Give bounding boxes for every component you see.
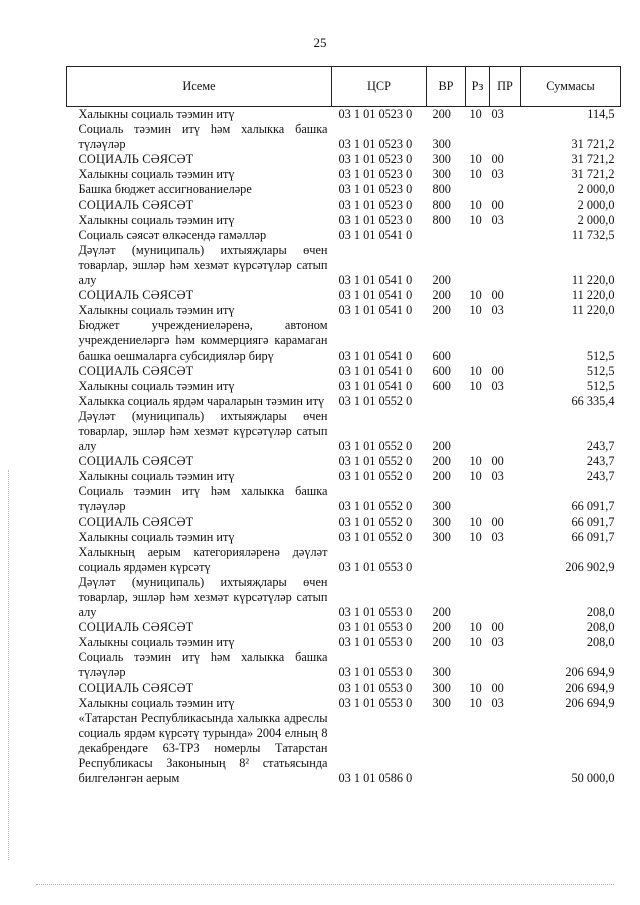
- cell-pr: [490, 228, 521, 243]
- scan-edge-mark: [8, 470, 9, 860]
- cell-sum: 2 000,0: [577, 182, 615, 197]
- header-vr: ВР: [427, 67, 466, 107]
- table-row: [67, 228, 621, 243]
- cell-vr: 200: [432, 620, 451, 635]
- cell-rz: 10: [469, 378, 482, 393]
- cell-pr: 03: [491, 212, 504, 227]
- table-row: [67, 379, 621, 394]
- cell-name: Социаль сәясәт өлкәсендә гамәлләр: [78, 227, 267, 242]
- cell-rz: [466, 711, 490, 786]
- cell-pr: 00: [491, 197, 504, 212]
- table-row: [67, 152, 621, 167]
- cell-rz: [466, 182, 490, 197]
- cell-rz: [466, 318, 490, 363]
- cell-csr: 03 1 01 0552 0: [338, 393, 413, 408]
- cell-pr: [490, 318, 521, 363]
- scan-dotted-line: [36, 884, 614, 885]
- table-row: [67, 213, 621, 228]
- cell-vr: 200: [432, 288, 451, 303]
- cell-rz: 10: [469, 469, 482, 484]
- cell-pr: 03: [491, 378, 504, 393]
- table-row: [67, 711, 621, 786]
- cell-csr: 03 1 01 0553 0: [338, 620, 413, 635]
- cell-rz: 10: [469, 620, 482, 635]
- cell-name: Халыкны социаль тәэмин итү: [78, 167, 235, 182]
- cell-csr: 03 1 01 0553 0: [338, 665, 413, 680]
- table-row: [67, 364, 621, 379]
- table-row: [67, 303, 621, 318]
- cell-name: Бюджет учреждениеләренә, автоном учреждениеләргә һәм коммерциягә карамаган башка оешмаларга субсидияләр бирү: [78, 318, 328, 363]
- cell-rz: 10: [469, 529, 482, 544]
- cell-pr: [490, 182, 521, 197]
- cell-rz: 10: [469, 212, 482, 227]
- cell-rz: 10: [469, 635, 482, 650]
- cell-vr: 200: [432, 439, 451, 454]
- cell-csr: 03 1 01 0541 0: [338, 288, 413, 303]
- cell-csr: 03 1 01 0523 0: [338, 137, 413, 152]
- cell-vr: 200: [432, 273, 451, 288]
- cell-sum: 31 721,2: [571, 167, 615, 182]
- cell-csr: 03 1 01 0523 0: [338, 152, 413, 167]
- cell-name: Башка бюджет ассигнованиеләре: [78, 182, 252, 197]
- cell-vr: 300: [432, 514, 451, 529]
- cell-pr: 03: [491, 695, 504, 710]
- cell-vr: 800: [432, 212, 451, 227]
- table-row: [67, 198, 621, 213]
- cell-pr: 03: [491, 469, 504, 484]
- cell-rz: [466, 575, 490, 620]
- cell-rz: 10: [469, 454, 482, 469]
- table-row: [67, 454, 621, 469]
- cell-name: Халыкны социаль тәэмин итү: [78, 529, 235, 544]
- cell-sum: 243,7: [586, 454, 615, 469]
- cell-rz: 10: [469, 107, 482, 121]
- cell-name: Халыкны социаль тәэмин итү: [78, 303, 235, 318]
- cell-pr: [490, 711, 521, 786]
- cell-rz: 10: [469, 197, 482, 212]
- cell-pr: 00: [491, 620, 504, 635]
- budget-table: [66, 66, 621, 786]
- cell-rz: [466, 545, 490, 575]
- cell-pr: [490, 650, 521, 680]
- cell-sum: 114,5: [587, 107, 615, 121]
- cell-sum: 11 220,0: [571, 288, 615, 303]
- cell-sum: 31 721,2: [571, 137, 615, 152]
- cell-name: СОЦИАЛЬ СӘЯСӘТ: [78, 454, 194, 469]
- cell-sum: 208,0: [586, 635, 615, 650]
- cell-pr: 00: [491, 152, 504, 167]
- cell-vr: [427, 228, 466, 243]
- cell-pr: 03: [491, 107, 504, 121]
- cell-name: Халыкны социаль тәэмин итү: [78, 635, 235, 650]
- cell-rz: 10: [469, 695, 482, 710]
- table-row: [67, 107, 621, 123]
- cell-sum: 11 220,0: [571, 273, 615, 288]
- cell-csr: 03 1 01 0552 0: [338, 439, 413, 454]
- cell-sum: 11 732,5: [571, 227, 615, 242]
- cell-name: СОЦИАЛЬ СӘЯСӘТ: [78, 620, 194, 635]
- cell-rz: 10: [469, 152, 482, 167]
- table-row: [67, 635, 621, 650]
- table-row: [67, 318, 621, 363]
- cell-pr: [490, 122, 521, 152]
- cell-sum: 206 694,9: [565, 665, 615, 680]
- cell-csr: 03 1 01 0553 0: [338, 680, 413, 695]
- cell-vr: 300: [432, 529, 451, 544]
- cell-csr: 03 1 01 0552 0: [338, 514, 413, 529]
- cell-vr: 300: [432, 137, 451, 152]
- cell-vr: 200: [432, 303, 451, 318]
- cell-sum: 66 091,7: [571, 529, 615, 544]
- cell-csr: 03 1 01 0541 0: [338, 227, 413, 242]
- cell-sum: 243,7: [586, 439, 615, 454]
- cell-name: Социаль тәэмин итү һәм халыкка башка түләүләр: [78, 122, 328, 152]
- cell-name: Халыкны социаль тәэмин итү: [78, 107, 235, 121]
- cell-csr: 03 1 01 0541 0: [338, 273, 413, 288]
- cell-name: «Татарстан Республикасында халыкка адреслы социаль ярдәм күрсәтү турында» 2004 елның 8 декабрендәге 63-ТРЗ номерлы Татарстан Республикасы Законының 8² статьясында билгеләнгән аерым: [78, 710, 328, 786]
- table-header-row: [67, 67, 621, 107]
- cell-pr: 00: [491, 454, 504, 469]
- cell-csr: 03 1 01 0541 0: [338, 378, 413, 393]
- cell-csr: 03 1 01 0523 0: [338, 167, 413, 182]
- cell-rz: [466, 484, 490, 514]
- table-row: [67, 650, 621, 680]
- cell-rz: 10: [469, 303, 482, 318]
- cell-pr: 00: [491, 514, 504, 529]
- cell-sum: 66 335,4: [571, 393, 615, 408]
- cell-csr: 03 1 01 0552 0: [338, 529, 413, 544]
- cell-rz: [466, 394, 490, 409]
- cell-csr: 03 1 01 0523 0: [338, 212, 413, 227]
- cell-csr: 03 1 01 0553 0: [338, 695, 413, 710]
- cell-name: Халыкны социаль тәэмин итү: [78, 212, 235, 227]
- cell-sum: 31 721,2: [571, 152, 615, 167]
- cell-vr: 800: [432, 197, 451, 212]
- cell-rz: 10: [469, 680, 482, 695]
- cell-name: Халыкны социаль тәэмин итү: [78, 378, 235, 393]
- table-row: [67, 182, 621, 197]
- cell-csr: 03 1 01 0553 0: [338, 635, 413, 650]
- cell-vr: 300: [432, 680, 451, 695]
- table-row: [67, 620, 621, 635]
- cell-name: Дәүләт (муниципаль) ихтыяҗлары өчен товарлар, эшләр һәм хезмәт күрсәтүләр сатып алу: [78, 574, 328, 620]
- header-rz: Рз: [466, 67, 490, 107]
- table-row: [67, 530, 621, 545]
- table-row: [67, 515, 621, 530]
- header-name: Исеме: [67, 67, 332, 107]
- cell-sum: 206 902,9: [565, 559, 615, 574]
- table-row: [67, 243, 621, 288]
- cell-csr: 03 1 01 0553 0: [338, 605, 413, 620]
- cell-csr: 03 1 01 0523 0: [338, 107, 413, 121]
- table-row: [67, 394, 621, 409]
- table-row: [67, 469, 621, 484]
- cell-pr: 00: [491, 680, 504, 695]
- table-row: [67, 288, 621, 303]
- cell-name: СОЦИАЛЬ СӘЯСӘТ: [78, 363, 194, 378]
- cell-vr: 800: [432, 182, 451, 197]
- cell-csr: 03 1 01 0552 0: [338, 499, 413, 514]
- cell-name: СОЦИАЛЬ СӘЯСӘТ: [78, 197, 194, 212]
- cell-csr: 03 1 01 0552 0: [338, 469, 413, 484]
- cell-csr: 03 1 01 0523 0: [338, 182, 413, 197]
- cell-sum: 243,7: [586, 469, 615, 484]
- cell-sum: 50 000,0: [571, 771, 615, 786]
- cell-sum: 512,5: [586, 348, 615, 363]
- cell-name: Социаль тәэмин итү һәм халыкка башка түләүләр: [78, 650, 328, 680]
- cell-name: Халыкны социаль тәэмин итү: [78, 695, 235, 710]
- cell-sum: 208,0: [586, 605, 615, 620]
- cell-name: Дәүләт (муниципаль) ихтыяҗлары өчен товарлар, эшләр һәм хезмәт күрсәтүләр сатып алу: [78, 242, 328, 288]
- cell-rz: 10: [469, 514, 482, 529]
- cell-pr: 03: [491, 303, 504, 318]
- cell-vr: 600: [432, 378, 451, 393]
- cell-csr: 03 1 01 0552 0: [338, 454, 413, 469]
- cell-pr: [490, 394, 521, 409]
- cell-sum: 512,5: [586, 378, 615, 393]
- table-row: [67, 696, 621, 711]
- cell-sum: 66 091,7: [571, 499, 615, 514]
- cell-pr: [490, 575, 521, 620]
- cell-sum: 2 000,0: [577, 212, 615, 227]
- cell-vr: 200: [432, 635, 451, 650]
- cell-sum: 206 694,9: [565, 680, 615, 695]
- cell-name: Халыкны социаль тәэмин итү: [78, 469, 235, 484]
- cell-vr: [427, 711, 466, 786]
- cell-pr: [490, 545, 521, 575]
- table-row: [67, 167, 621, 182]
- page-number: 25: [313, 35, 327, 50]
- table-row: [67, 545, 621, 575]
- cell-rz: 10: [469, 363, 482, 378]
- cell-vr: 200: [432, 605, 451, 620]
- cell-pr: 00: [491, 288, 504, 303]
- cell-rz: [466, 243, 490, 288]
- cell-vr: [427, 394, 466, 409]
- header-csr: ЦСР: [332, 67, 427, 107]
- header-pr: ПР: [490, 67, 521, 107]
- cell-sum: 2 000,0: [577, 197, 615, 212]
- cell-rz: [466, 228, 490, 243]
- cell-csr: 03 1 01 0553 0: [338, 559, 413, 574]
- table-row: [67, 681, 621, 696]
- cell-sum: 66 091,7: [571, 514, 615, 529]
- cell-csr: 03 1 01 0541 0: [338, 363, 413, 378]
- cell-vr: 300: [432, 695, 451, 710]
- cell-sum: 206 694,9: [565, 695, 615, 710]
- table-row: [67, 409, 621, 454]
- cell-name: Халыкның аерым категорияләренә дәүләт социаль ярдәмен күрсәтү: [78, 544, 328, 574]
- cell-sum: 208,0: [586, 620, 615, 635]
- table-row: [67, 575, 621, 620]
- cell-rz: [466, 650, 490, 680]
- cell-name: СОЦИАЛЬ СӘЯСӘТ: [78, 152, 194, 167]
- cell-pr: [490, 484, 521, 514]
- cell-vr: 300: [432, 167, 451, 182]
- cell-name: Халыкка социаль ярдәм чараларын тәэмин итү: [78, 393, 325, 408]
- cell-csr: 03 1 01 0586 0: [338, 771, 413, 786]
- cell-rz: [466, 409, 490, 454]
- cell-rz: [466, 122, 490, 152]
- cell-sum: 11 220,0: [571, 303, 615, 318]
- cell-vr: 300: [432, 665, 451, 680]
- cell-csr: 03 1 01 0523 0: [338, 197, 413, 212]
- cell-name: Социаль тәэмин итү һәм халыкка башка түләүләр: [78, 484, 328, 514]
- table-row: [67, 122, 621, 152]
- cell-vr: 600: [432, 363, 451, 378]
- cell-vr: [427, 545, 466, 575]
- cell-vr: 300: [432, 499, 451, 514]
- table-row: [67, 484, 621, 514]
- cell-pr: 03: [491, 529, 504, 544]
- cell-name: СОЦИАЛЬ СӘЯСӘТ: [78, 288, 194, 303]
- cell-pr: 03: [491, 635, 504, 650]
- cell-csr: 03 1 01 0541 0: [338, 348, 413, 363]
- cell-vr: 200: [432, 454, 451, 469]
- table-body: [67, 107, 621, 787]
- cell-vr: 200: [432, 469, 451, 484]
- header-sum: Суммасы: [521, 67, 621, 107]
- cell-vr: 200: [432, 107, 451, 121]
- cell-vr: 300: [432, 152, 451, 167]
- cell-pr: [490, 409, 521, 454]
- cell-sum: 512,5: [586, 363, 615, 378]
- cell-rz: 10: [469, 288, 482, 303]
- cell-pr: 00: [491, 363, 504, 378]
- cell-name: СОЦИАЛЬ СӘЯСӘТ: [78, 680, 194, 695]
- cell-name: Дәүләт (муниципаль) ихтыяҗлары өчен товарлар, эшләр һәм хезмәт күрсәтүләр сатып алу: [78, 408, 328, 454]
- cell-pr: [490, 243, 521, 288]
- cell-rz: 10: [469, 167, 482, 182]
- cell-vr: 600: [432, 348, 451, 363]
- cell-name: СОЦИАЛЬ СӘЯСӘТ: [78, 514, 194, 529]
- cell-pr: 03: [491, 167, 504, 182]
- cell-csr: 03 1 01 0541 0: [338, 303, 413, 318]
